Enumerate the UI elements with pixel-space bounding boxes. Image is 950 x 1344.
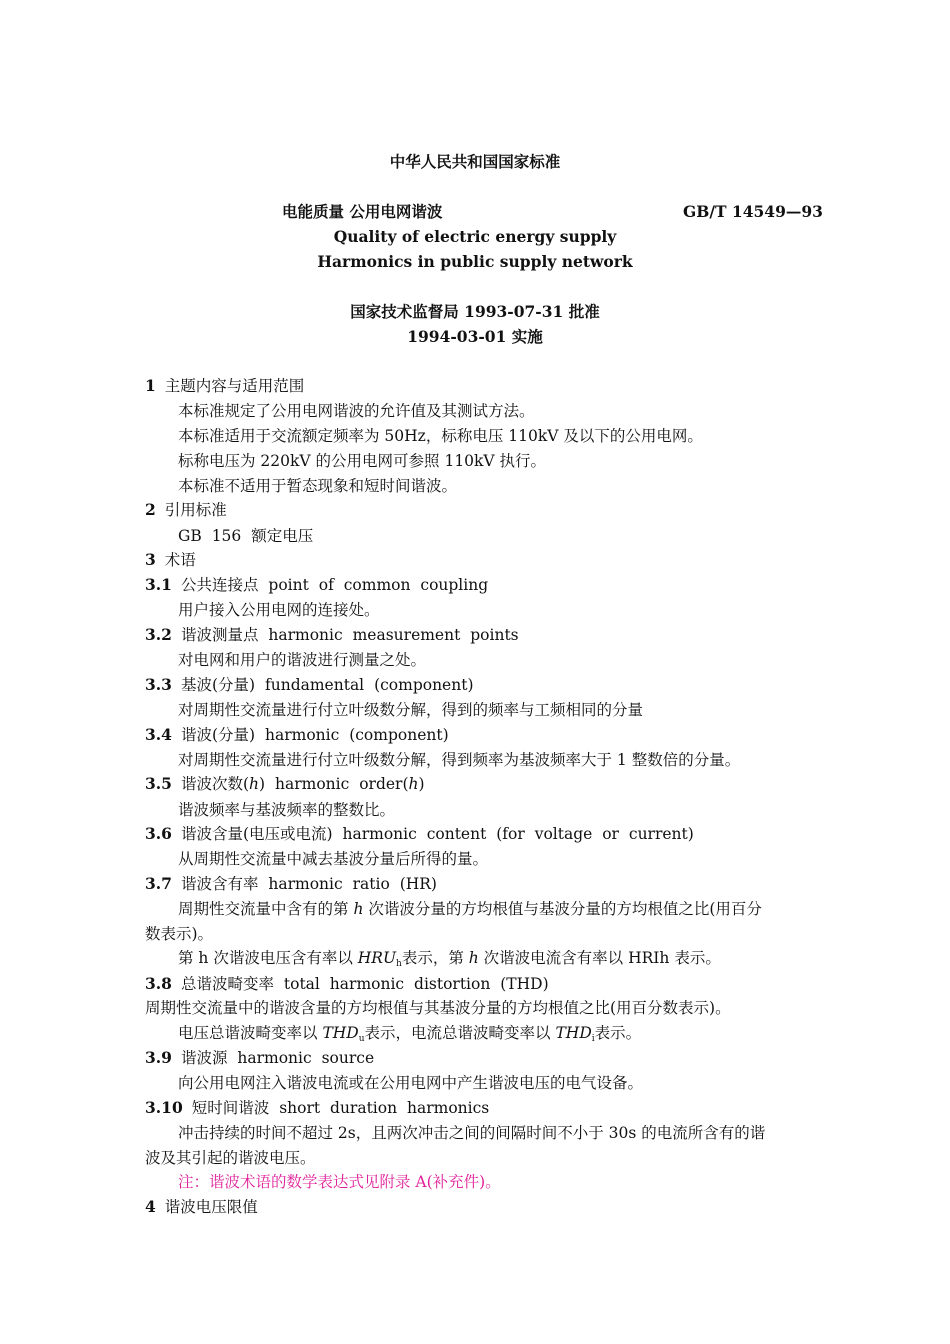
standard-chinese-title: 电能质量 公用电网谐波 bbox=[282, 202, 443, 221]
math-subscript: i bbox=[591, 1034, 595, 1044]
term-definition: 向公用电网注入谐波电流或在公用电网中产生谐波电压的电气设备。 bbox=[178, 1074, 644, 1092]
term-definition: 用户接入公用电网的连接处。 bbox=[178, 601, 380, 619]
term-title-part: ) bbox=[418, 775, 425, 793]
term-note-line bbox=[178, 948, 721, 974]
term-3-3-heading bbox=[145, 675, 474, 695]
term-title: 公共连接点 point of common coupling bbox=[180, 576, 489, 594]
term-number: 3.5 bbox=[145, 774, 172, 793]
math-subscript: h bbox=[396, 959, 402, 969]
term-definition-line-2: 数表示)。 bbox=[145, 925, 214, 943]
term-title: 谐波源 harmonic source bbox=[180, 1049, 375, 1067]
paragraph: 本标准规定了公用电网谐波的允许值及其测试方法。 bbox=[178, 402, 535, 420]
term-title: 总谐波畸变率 total harmonic distortion (THD) bbox=[180, 975, 549, 993]
term-title-part: ) harmonic order( bbox=[259, 775, 409, 793]
text-part: 表示，第 bbox=[401, 949, 469, 967]
term-number: 3.3 bbox=[145, 675, 172, 694]
math-symbol: THD bbox=[555, 1024, 592, 1042]
text-part: 周期性交流量中含有的第 bbox=[178, 900, 354, 918]
math-symbol: h bbox=[249, 775, 260, 793]
term-definition: 对电网和用户的谐波进行测量之处。 bbox=[178, 651, 427, 669]
section-number: 1 bbox=[145, 376, 156, 395]
term-3-2-heading bbox=[145, 625, 519, 645]
section-4-heading bbox=[145, 1197, 258, 1217]
section-number: 4 bbox=[145, 1197, 156, 1216]
section-title: 谐波电压限值 bbox=[164, 1198, 258, 1216]
section-number: 3 bbox=[145, 550, 156, 569]
paragraph: 本标准不适用于暂态现象和短时间谐波。 bbox=[178, 477, 458, 495]
term-title: 谐波测量点 harmonic measurement points bbox=[180, 626, 519, 644]
paragraph: GB 156 额定电压 bbox=[178, 527, 314, 545]
text-part: 表示，电流总谐波畸变率以 bbox=[364, 1024, 556, 1042]
text-part: 电压总谐波畸变率以 bbox=[178, 1024, 323, 1042]
english-title-line-2: Harmonics in public supply network bbox=[317, 252, 633, 271]
term-title: 短时间谐波 short duration harmonics bbox=[191, 1099, 490, 1117]
term-3-1-heading bbox=[145, 575, 488, 595]
math-symbol: h bbox=[468, 949, 479, 967]
term-3-7-heading bbox=[145, 874, 437, 894]
standard-code: GB/T 14549—93 bbox=[683, 202, 823, 221]
section-title: 主题内容与适用范围 bbox=[164, 377, 305, 395]
term-3-9-heading bbox=[145, 1048, 374, 1068]
section-title: 术语 bbox=[164, 551, 196, 569]
term-number: 3.10 bbox=[145, 1098, 183, 1117]
term-definition: 对周期性交流量进行付立叶级数分解，得到的频率与工频相同的分量 bbox=[178, 701, 644, 719]
term-definition: 谐波频率与基波频率的整数比。 bbox=[178, 801, 396, 819]
math-subscript: u bbox=[358, 1034, 365, 1044]
section-2-heading bbox=[145, 500, 227, 520]
text-part: 次谐波分量的方均根值与基波分量的方均根值之比(用百分 bbox=[363, 900, 762, 918]
standard-category-title: 中华人民共和国国家标准 bbox=[389, 152, 561, 171]
term-number: 3.7 bbox=[145, 874, 172, 893]
term-3-4-heading bbox=[145, 725, 449, 745]
math-symbol: HRU bbox=[357, 949, 397, 967]
math-symbol: h bbox=[353, 900, 364, 918]
term-definition: 周期性交流量中的谐波含量的方均根值与其基波分量的方均根值之比(用百分数表示)。 bbox=[145, 999, 731, 1017]
paragraph: 本标准适用于交流额定频率为 50Hz，标称电压 110kV 及以下的公用电网。 bbox=[178, 427, 703, 445]
term-title: 谐波含有率 harmonic ratio (HR) bbox=[180, 875, 437, 893]
term-definition-line-2: 波及其引起的谐波电压。 bbox=[145, 1149, 316, 1167]
term-definition-line-1: 冲击持续的时间不超过 2s，且两次冲击之间的间隔时间不小于 30s 的电流所含有的谐 bbox=[178, 1124, 766, 1142]
term-3-10-heading bbox=[145, 1098, 489, 1118]
text-part: 表示。 bbox=[594, 1024, 642, 1042]
term-title: 谐波(分量) harmonic (component) bbox=[180, 726, 449, 744]
paragraph: 标称电压为 220kV 的公用电网可参照 110kV 执行。 bbox=[178, 452, 547, 470]
term-definition-line-1 bbox=[178, 899, 762, 919]
term-number: 3.2 bbox=[145, 625, 172, 644]
term-definition: 从周期性交流量中减去基波分量后所得的量。 bbox=[178, 850, 489, 868]
text-part: 第 h 次谐波电压含有率以 bbox=[178, 949, 358, 967]
math-symbol: h bbox=[408, 775, 419, 793]
math-symbol: THD bbox=[322, 1024, 359, 1042]
section-1-heading bbox=[145, 376, 304, 396]
term-3-8-heading bbox=[145, 974, 549, 994]
term-number: 3.1 bbox=[145, 575, 172, 594]
annex-note: 注：谐波术语的数学表达式见附录 A(补充件)。 bbox=[178, 1173, 501, 1191]
term-definition: 对周期性交流量进行付立叶级数分解，得到频率为基波频率大于 1 整数倍的分量。 bbox=[178, 751, 741, 769]
term-title: 谐波含量(电压或电流) harmonic content (for voltage or current) bbox=[180, 825, 694, 843]
effective-date-line: 1994-03-01 实施 bbox=[407, 327, 543, 346]
term-number: 3.4 bbox=[145, 725, 172, 744]
english-title-line-1: Quality of electric energy supply bbox=[333, 227, 617, 246]
term-title-part: 谐波次数( bbox=[180, 775, 250, 793]
term-title: 基波(分量) fundamental (component) bbox=[180, 676, 474, 694]
approval-line: 国家技术监督局 1993-07-31 批准 bbox=[350, 302, 600, 321]
term-3-5-heading bbox=[145, 774, 425, 794]
term-3-6-heading bbox=[145, 824, 694, 844]
section-number: 2 bbox=[145, 500, 156, 519]
section-title: 引用标准 bbox=[164, 501, 227, 519]
text-part: 次谐波电流含有率以 HRIh 表示。 bbox=[478, 949, 721, 967]
term-number: 3.9 bbox=[145, 1048, 172, 1067]
section-3-heading bbox=[145, 550, 196, 570]
term-number: 3.6 bbox=[145, 824, 172, 843]
term-note-line bbox=[178, 1023, 641, 1049]
term-number: 3.8 bbox=[145, 974, 172, 993]
